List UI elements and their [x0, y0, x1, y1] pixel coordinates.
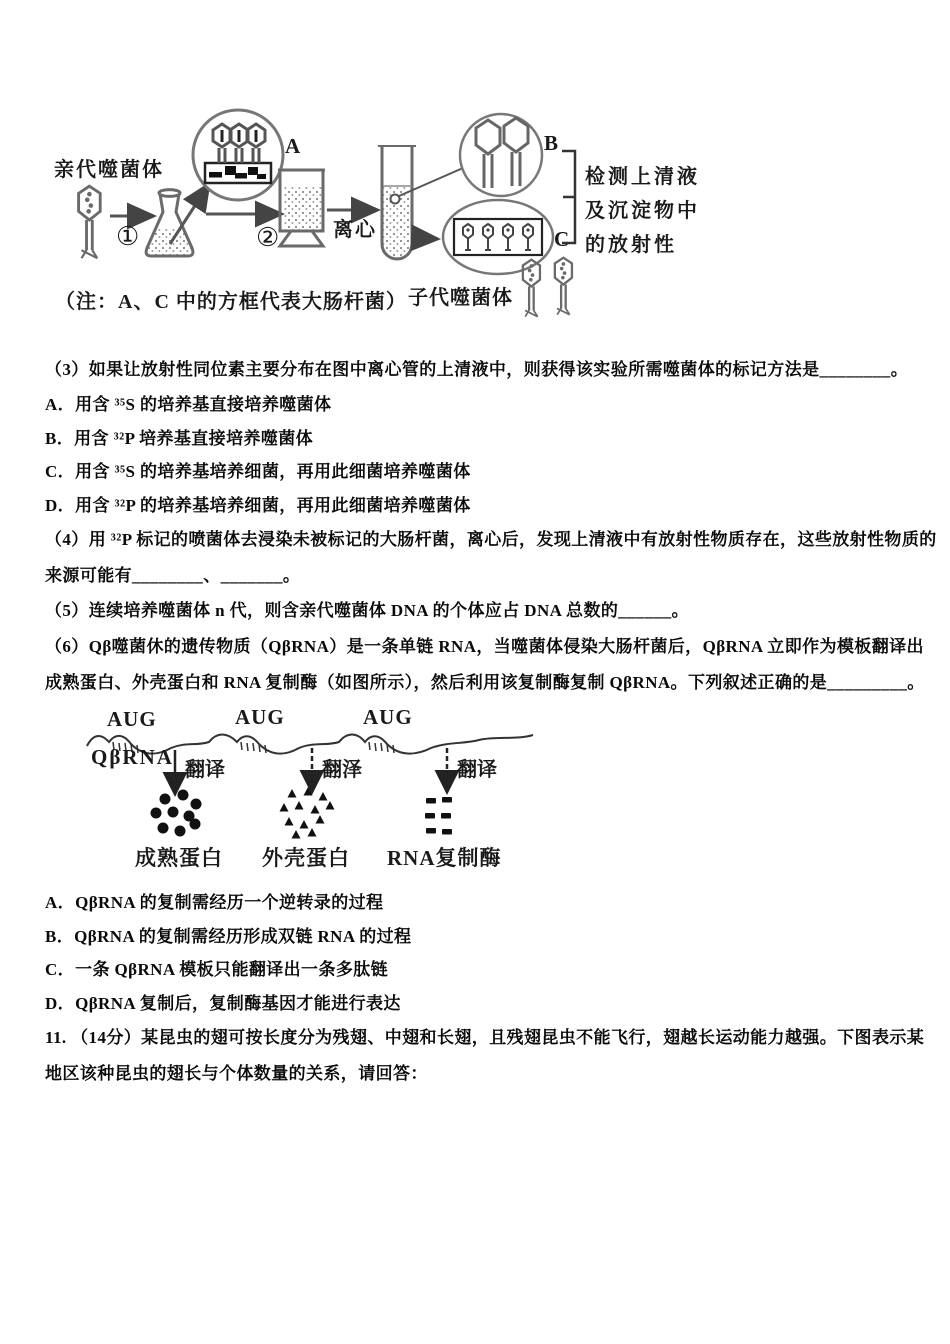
- q3-option-a: A．用含 ³⁵S 的培养基直接培养噬菌体: [45, 395, 332, 414]
- q6-option-d: D．QβRNA 复制后，复制酶基因才能进行表达: [45, 994, 401, 1013]
- parent-phage-label: 亲代噬菌体: [54, 159, 164, 181]
- qbeta-rna-label: QβRNA: [91, 745, 174, 769]
- detect-text-line2: 及沉淀物中: [585, 200, 700, 222]
- circle-b-free-phages: [460, 114, 542, 196]
- q6-option-b: B．QβRNA 的复制需经历形成双链 RNA 的过程: [45, 927, 412, 946]
- q11-line1: 11. （14分）某昆虫的翅可按长度分为残翅、中翅和长翅，且残翅昆虫不能飞行，翅越长运动能力越强。下图表示某: [45, 1028, 925, 1047]
- step2-circled-number: ②: [256, 223, 280, 252]
- phage-experiment-figure: [42, 106, 714, 344]
- mature-protein-dots: [151, 790, 202, 837]
- coat-protein-triangles: [280, 787, 335, 839]
- q11-line2: 地区该种昆虫的翅长与个体数量的关系，请回答：: [45, 1064, 428, 1083]
- q5-stem: （5）连续培养噬菌体 n 代，则含亲代噬菌体 DNA 的个体应占 DNA 总数的______。: [45, 601, 690, 620]
- q4-line1: （4）用 ³²P 标记的喷菌体去浸染未被标记的大肠杆菌，离心后，发现上清液中有放射性物质存在，这些放射性物质的: [45, 530, 937, 549]
- label-b: B: [544, 131, 559, 155]
- label-a: A: [285, 134, 301, 158]
- qbeta-rna-figure: [85, 702, 545, 880]
- q3-option-c: C．用含 ³⁵S 的培养基培养细菌，再用此细菌培养噬菌体: [45, 462, 471, 481]
- figure-note: （注：A、C 中的方框代表大肠杆菌）: [55, 291, 407, 313]
- offspring-phage-icons: [523, 258, 572, 317]
- product-label-coat-protein: 外壳蛋白: [262, 846, 350, 870]
- detect-text-line1: 检测上清液: [585, 166, 700, 188]
- label-c: C: [554, 227, 570, 251]
- q3-stem: （3）如果让放射性同位素主要分布在图中离心管的上清液中，则获得该实验所需噬菌体的标记方法是________。: [45, 360, 909, 379]
- centrifuge-tube-icon: [378, 146, 416, 259]
- aug-label-1: AUG: [107, 707, 157, 731]
- offspring-phage-label: 子代噬菌体: [408, 287, 513, 309]
- detect-text-line3: 的放射性: [585, 234, 677, 256]
- aug-label-2: AUG: [235, 705, 285, 729]
- line-supernatant-to-b: [399, 168, 463, 196]
- q6-option-a: A．QβRNA 的复制需经历一个逆转录的过程: [45, 893, 384, 912]
- arrow-sediment-to-c: [415, 238, 438, 239]
- q3-option-d: D．用含 ³²P 的培养基培养细菌，再用此细菌培养噬菌体: [45, 496, 471, 515]
- circle-a-infected-bacteria: [193, 110, 283, 200]
- product-label-mature-protein: 成熟蛋白: [135, 846, 223, 870]
- rna-replicase-dashes: [425, 797, 452, 835]
- translate-label-1: 翻译: [185, 759, 225, 781]
- product-label-rna-replicase: RNA复制酶: [387, 846, 502, 870]
- q4-line2: 来源可能有________、_______。: [45, 566, 301, 585]
- step1-circled-number: ①: [116, 222, 140, 251]
- q6-option-c: C．一条 QβRNA 模板只能翻译出一条多肽链: [45, 960, 389, 979]
- centrifuge-label: 离心: [333, 219, 377, 241]
- q3-option-b: B．用含 ³²P 培养基直接培养噬菌体: [45, 429, 314, 448]
- parent-phage-icon: [79, 186, 101, 258]
- beaker-icon: [278, 170, 325, 246]
- flask-icon: [146, 190, 193, 256]
- q6-line1: （6）Qβ噬菌休的遗传物质（QβRNA）是一条单链 RNA，当噬菌体侵染大肠杆菌后，QβRNA 立即作为模板翻译出: [45, 637, 924, 656]
- translate-label-2: 翻泽: [322, 759, 362, 781]
- aug-label-3: AUG: [363, 705, 413, 729]
- translate-label-3: 翻译: [457, 759, 497, 781]
- q6-line2: 成熟蛋白、外壳蛋白和 RNA 复制酶（如图所示），然后利用该复制酶复制 QβRNA。下列叙述正确的是_________。: [45, 673, 925, 692]
